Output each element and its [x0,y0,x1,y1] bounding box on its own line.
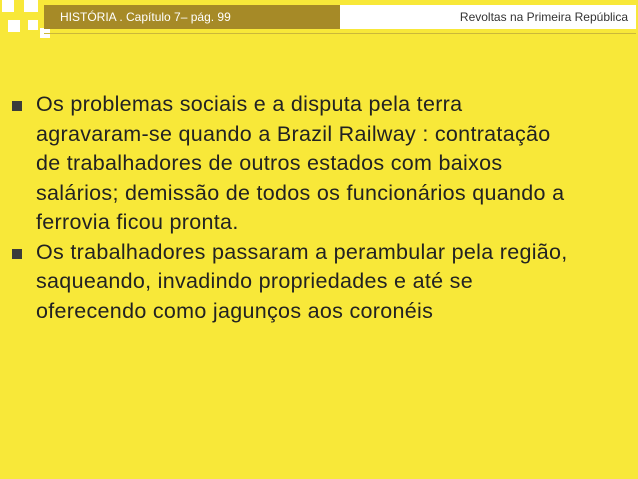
header-topic-label: Revoltas na Primeira República [340,5,636,29]
square-bullet-icon [12,249,22,259]
decor-square [2,0,14,12]
decor-square [8,20,20,32]
header-divider [44,33,636,34]
bullet-text: Os problemas sociais e a disputa pela terra agravaram-se quando a Brazil Railway : contratação de trabalhadores de outros estados com baixos salários; demissão de todos os funcionários quando a ferrovia ficou pronta. [36,92,565,234]
decor-square [24,0,38,12]
bullet-item [8,238,568,327]
header-chapter-label: HISTÓRIA . Capítulo 7– pág. 99 [44,5,340,29]
decor-square [28,20,38,30]
slide-header [44,5,636,29]
square-bullet-icon [12,101,22,111]
bullet-text: Os trabalhadores passaram a perambular pela região, saqueando, invadindo propriedades e até se oferecendo como jagunços aos coronéis [36,239,568,323]
slide-body [8,90,568,326]
bullet-item [8,90,568,238]
